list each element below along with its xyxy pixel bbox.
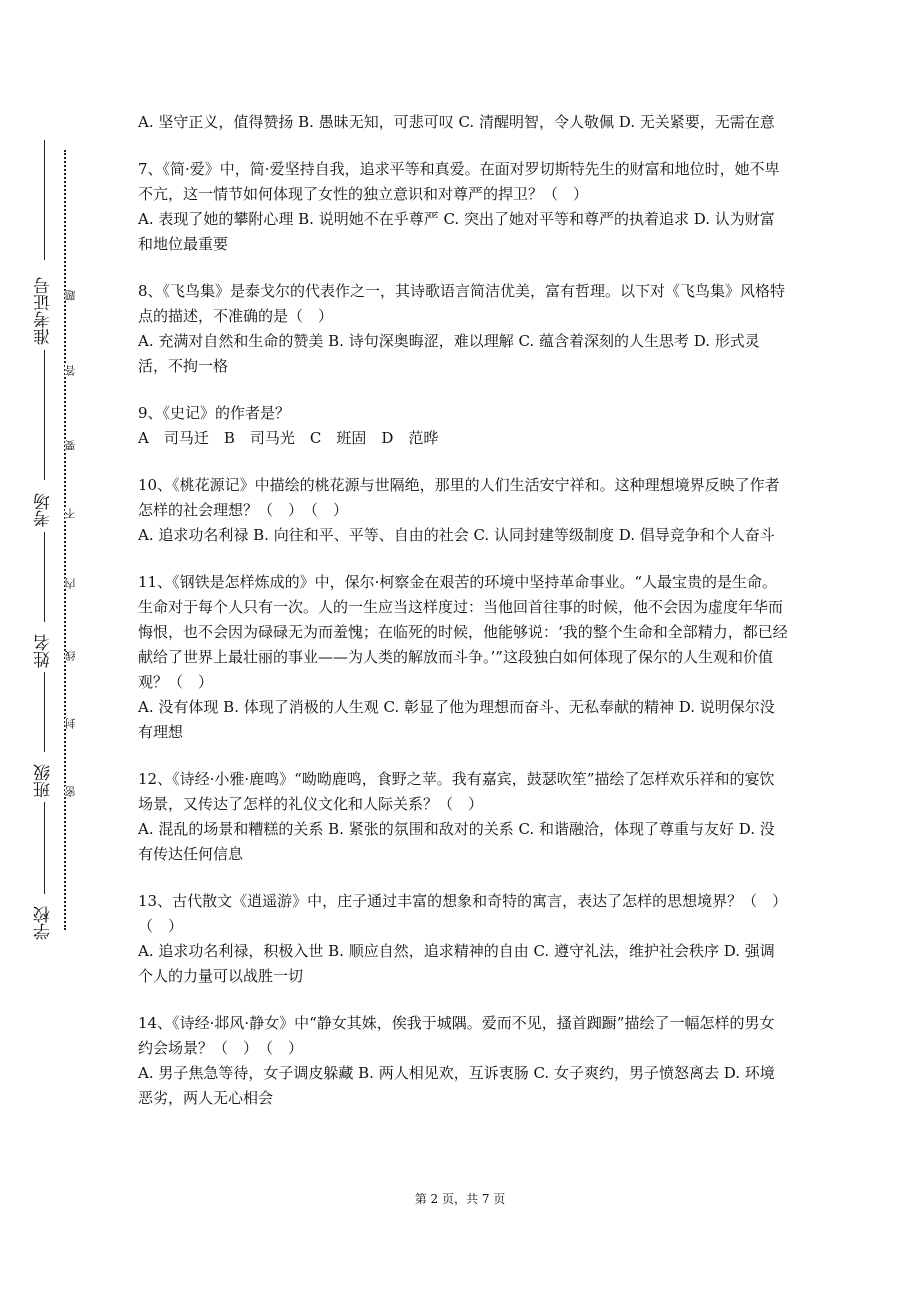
- seal-char: 要: [65, 440, 81, 451]
- page-number: 第 2 页，共 7 页: [414, 1192, 506, 1206]
- question-9: [138, 401, 788, 451]
- student-info-column: [22, 140, 54, 940]
- question-10: [138, 473, 788, 548]
- class-line: [44, 672, 45, 752]
- question-6-options: [138, 110, 788, 135]
- options-text: A. 混乱的场景和糟糕的关系 B. 紧张的氛围和敌对的关系 C. 和谐融洽，体现了尊重与友好 D. 没有传达任何信息: [138, 820, 775, 863]
- name-line: [44, 532, 45, 622]
- question-11: [138, 570, 788, 745]
- seal-char: 答: [65, 365, 81, 376]
- question-text: 9、《史记》的作者是？: [138, 404, 291, 422]
- question-text: 8、《飞鸟集》是泰戈尔的代表作之一，其诗歌语言简洁优美，富有哲理。以下对《飞鸟集》风格特点的描述，不准确的是（ ）: [138, 282, 786, 325]
- options-text: A. 追求功名利禄 B. 向往和平、平等、自由的社会 C. 认同封建等级制度 D. 倡导竞争和个人奋斗: [138, 526, 775, 544]
- seal-char: 线: [65, 650, 81, 661]
- seal-char: 不: [65, 508, 81, 519]
- question-text: 12、《诗经·小雅·鹿鸣》“呦呦鹿鸣，食野之苹。我有嘉宾，鼓瑟吹笙”描绘了怎样欢乐祥和的宴饮场景，又传达了怎样的礼仪文化和人际关系？（ ）: [138, 770, 775, 813]
- seal-char: 密: [65, 786, 81, 797]
- seal-char: 内: [65, 578, 81, 589]
- seal-line: [64, 150, 86, 930]
- seal-char: 封: [65, 718, 81, 729]
- binding-sidebar: [8, 140, 92, 940]
- page-footer: [0, 1190, 920, 1207]
- exam-room-label: 考场: [34, 493, 54, 527]
- options-text: A. 坚守正义，值得赞扬 B. 愚昧无知，可悲可叹 C. 清醒明智，令人敬佩 D. 无关紧要，无需在意: [138, 113, 775, 131]
- options-text: A. 追求功名利禄，积极入世 B. 顺应自然，追求精神的自由 C. 遵守礼法，维护社会秩序 D. 强调个人的力量可以战胜一切: [138, 942, 775, 985]
- question-text: 11、《钢铁是怎样炼成的》中，保尔·柯察金在艰苦的环境中坚持革命事业。“人最宝贵的是生命。生命对于每个人只有一次。人的一生应当这样度过：当他回首往事的时候，他不会因为虚度年华而悔恨，也不会因为碌碌无为而羞愧；在临死的时候，他能够说：‘我的整个生命和全部精力，都已经献给了世界上最壮丽的事业——为人类的解放而斗争。’”这段独白如何体现了保尔的人生观和价值观？（ ）: [138, 573, 788, 691]
- question-list: [138, 110, 795, 1111]
- question-12: [138, 767, 788, 867]
- options-text: A. 表现了她的攀附心理 B. 说明她不在乎尊严 C. 突出了她对平等和尊严的执着追求 D. 认为财富和地位最重要: [138, 210, 775, 253]
- question-text: 10、《桃花源记》中描绘的桃花源与世隔绝，那里的人们生活安宁祥和。这种理想境界反映了作者怎样的社会理想？（ ） （ ）: [138, 476, 780, 519]
- options-text: A. 男子焦急等待，女子调皮躲藏 B. 两人相见欢，互诉衷肠 C. 女子爽约，男子愤怒离去 D. 环境恶劣，两人无心相会: [138, 1064, 775, 1107]
- question-7: [138, 157, 788, 257]
- school-line: [44, 802, 45, 894]
- question-8: [138, 279, 788, 379]
- exam-room-line: [44, 350, 45, 480]
- question-text: 7、《简·爱》中，简·爱坚持自我，追求平等和真爱。在面对罗切斯特先生的财富和地位时，她不卑不亢，这一情节如何体现了女性的独立意识和对尊严的捍卫？（ ）: [138, 160, 780, 203]
- seal-char: 题: [65, 290, 81, 301]
- options-text: A 司马迁 B 司马光 C 班固 D 范晔: [138, 429, 439, 447]
- options-text: A. 充满对自然和生命的赞美 B. 诗句深奥晦涩，难以理解 C. 蕴含着深刻的人生思考 D. 形式灵活，不拘一格: [138, 332, 760, 375]
- question-text: 13、古代散文《逍遥游》中，庄子通过丰富的想象和奇特的寓言，表达了怎样的思想境界？（ ） （ ）: [138, 892, 795, 935]
- class-label: 班级: [34, 764, 54, 798]
- school-label: 学校: [34, 906, 54, 940]
- question-13: [138, 889, 795, 989]
- options-text: A. 没有体现 B. 体现了消极的人生观 C. 彰显了他为理想而奋斗、无私奉献的精神 D. 说明保尔没有理想: [138, 698, 775, 741]
- exam-number-line: [44, 140, 45, 260]
- exam-number-label: 准考证号: [34, 277, 54, 345]
- question-text: 14、《诗经·邶风·静女》中“静女其姝，俟我于城隅。爱而不见，搔首踟蹰”描绘了一幅怎样的男女约会场景？（ ） （ ）: [138, 1014, 775, 1057]
- name-label: 姓名: [34, 634, 54, 668]
- question-14: [138, 1011, 788, 1111]
